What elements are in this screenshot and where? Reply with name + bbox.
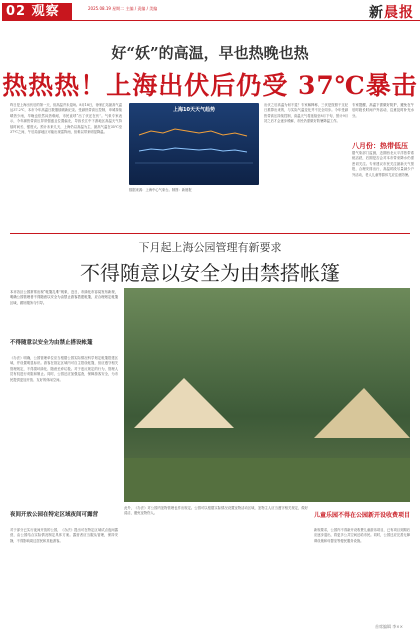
low-temp-line [139,148,247,152]
story1-col3: 出伏之后高温为何不退？专家解释称，三伏是按照干支纪日推算出来的，与实际气温变化并不完全同步。今年受副热带高压持续控制，高温天气将延续至8月下旬，预计9月初之后才会逐步缓解，市民仍需做好防暑降温工作。 [264,103,348,124]
park-photo [124,288,410,502]
story1-col1: 昨日是上海出伏后的第一天，但高温并未退场。8月18日，徐家汇站最高气温达37.2℃，本市今年高温日数继续刷新纪录。受副热带高压控制，申城持续晴热少雨，早晚也依然闷热难耐，市民直呼“出了伏还在伏”。气象专家表示，今年副热带高压异常强盛且位置偏北，导致长江中下游地区高温天气持续时间长、强度大。预计未来几天，上海仍以高温为主，最高气温在35℃至37℃之间，午后局部地区可能出现雷阵雨，但难以带来明显降温。 [10,103,122,135]
header-meta: 2025.08.19 星期二 主编 / 责编 / 美编 [88,6,158,11]
tent-left [134,378,234,428]
header-rule [72,20,420,21]
story2-intro: 本市各区公园常常出现“帐篷扎堆”现象，近日，市绿化市容局发布新规，明确公园管理者不得随意以安全为由禁止游客搭建帐篷，应合理划定帐篷区域，做好服务与引导。 [10,290,118,305]
weather-chart [129,103,259,185]
story1-col4-head: 专家提醒，高温下需做好防护，避免在午后时段长时间户外活动，注意及时补充水分。 [352,103,414,118]
story2-col4: 新规要求，公园内不得新开设收费儿童游乐项目，已有项目到期后应逐步退出，将更多公共空间还给市民。同时，公园还应完善无障碍设施和母婴室等便民服务设施。 [314,528,410,543]
section-number: 02 [6,4,27,19]
page-footer: 首席编辑 李×× [375,624,403,629]
story2-sub2: 夜间开放公园在特定区域夜间可露营 [10,512,99,518]
photo-scene [124,288,410,502]
story2-sub1: 不得随意以安全为由禁止搭设帐篷 [10,340,93,346]
section-name: 观察 [31,4,60,19]
story2-headline: 不得随意以安全为由禁搭帐篷 [80,261,340,285]
tent-right [314,388,410,438]
lawn [124,458,410,502]
newspaper-logo [369,2,414,22]
story1-box-title: 八月份：热带低压 [352,141,408,150]
story2-col1: 《办法》明确，公园管理单位应当根据公园实际情况科学划定帐篷搭建区域，并设置明显标识。游客在指定区域内可自主搭设帐篷，但应遵守相关管理规定，不得损坏绿化、随意丢弃垃圾。对于违反规定的行为，管理人员有权进行劝阻和制止。同时，公园还应加强巡查，保障游客安全，为市民提供更加开放、友好的休闲空间。 [10,356,118,382]
story2-col3: 此外，《办法》对公园内宠物管理也作出规定。公园可以根据实际情况设置宠物活动区域，宠物主人应当遵守相关规定，做好清洁，避免宠物伤人。 [124,506,308,516]
story-divider [10,233,410,234]
logo-suffix: 晨报 [384,5,414,21]
chart-title: 上海10天天气趋势 [173,107,215,113]
logo-prefix: 新 [369,5,384,21]
story2-col2: 对于部分已实行夜间开放的公园，《办法》提出可在特定区域试点夜间露营，由公园结合实际情况制定具体方案。露营者应当服从管理，保持安静，不得影响周边居民和其他游客。 [10,528,118,543]
story1-col4: 据气象部门监测，近期西北太平洋热带系统活跃，后期是否会对本市带来降水仍需密切关注。专家建议市民关注最新天气预报，合理安排出行，高温时段尽量减少户外活动，老人儿童等群体尤应注意防暑。 [352,151,414,177]
chart-caption: 数据来源：上海中心气象台。制图：新晨报 [129,188,192,192]
page-header [0,0,420,22]
story2-kicker: 下月起上海公园管理有新要求 [138,241,282,254]
chart-graphic [129,103,259,185]
story2-sub3: 儿童乐园不得在公园新开设收费项目 [314,512,411,519]
story1-headline: 热热热！上海出伏后仍受 37℃暴击 [2,71,418,100]
story1-lead: 好“妖”的高温，早也热晚也热 [111,44,309,62]
section-badge [2,3,72,21]
high-temp-line [139,129,247,136]
